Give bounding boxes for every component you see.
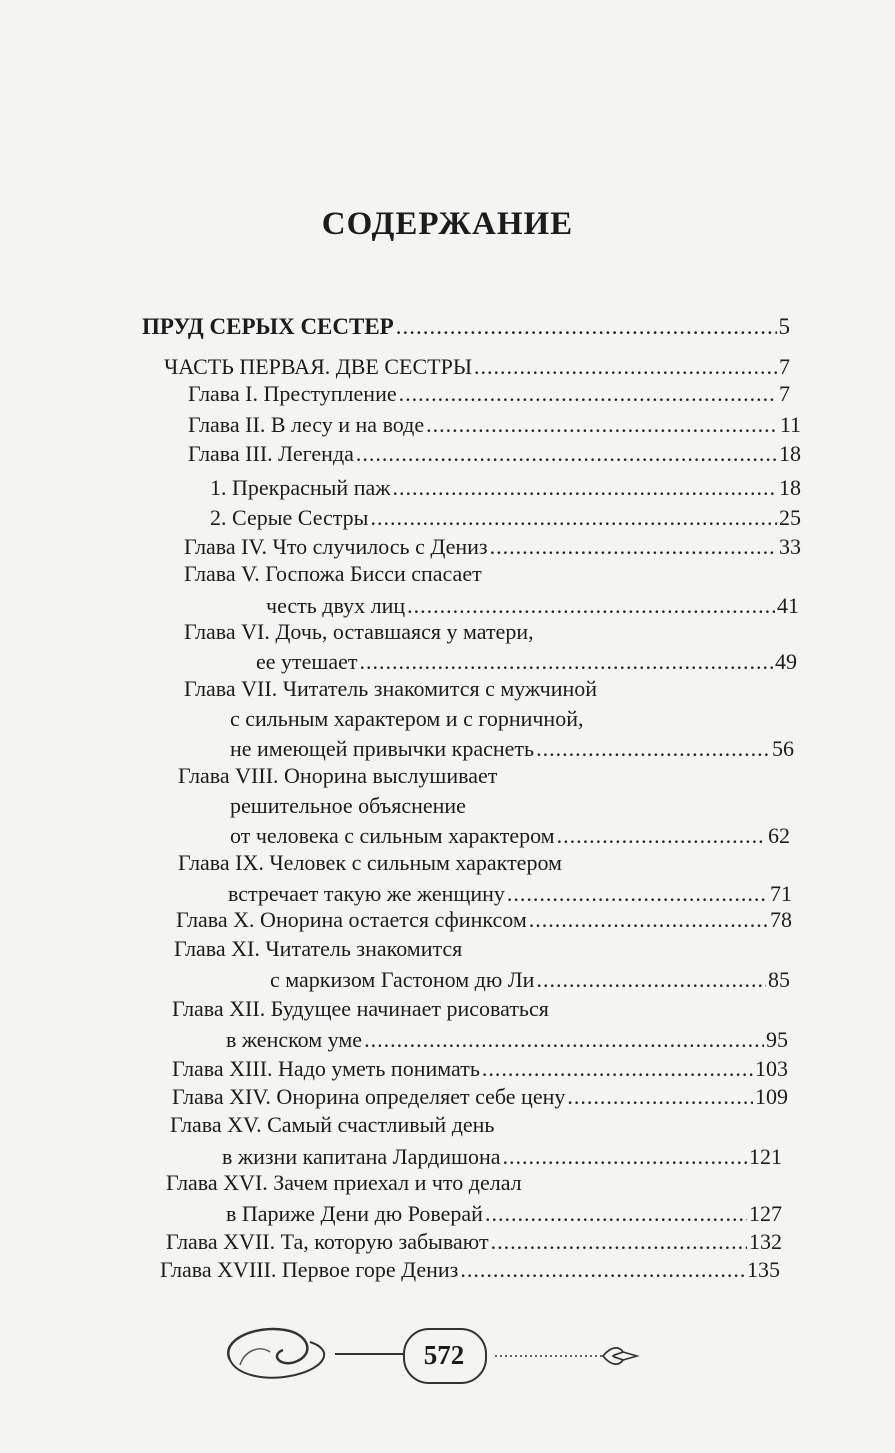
dot-leader: [460, 1256, 745, 1283]
toc-entry-first-line: Глава XII. Будущее начинает рисоваться: [172, 996, 549, 1021]
toc-entry-title: в Париже Дени дю Роверай: [226, 1201, 483, 1226]
dot-leader: [364, 1026, 764, 1053]
dot-leader: [399, 380, 777, 407]
toc-entry-page: 85: [768, 967, 790, 992]
toc-entry-second-line: с сильным характером и с горничной,: [230, 706, 584, 731]
toc-entry: [172, 1083, 788, 1110]
page-title: СОДЕРЖАНИЕ: [321, 206, 574, 242]
toc-entry-first-line: Глава XI. Читатель знакомится: [174, 936, 463, 961]
toc-entry-page: 41: [777, 593, 799, 618]
toc-entry-title: Глава XVIII. Первое горе Дениз: [160, 1257, 459, 1282]
toc-entry-title: в женском уме: [226, 1027, 363, 1052]
toc-entry: [184, 533, 801, 560]
toc-entry: [230, 822, 790, 849]
toc-entry-second-line: решительное объяснение: [230, 793, 466, 818]
toc-entry-page: 33: [779, 534, 801, 559]
toc-entry-page: 109: [755, 1084, 788, 1109]
toc-entry-first-line: Глава XV. Самый счастливый день: [170, 1112, 495, 1137]
dot-leader: [536, 966, 766, 993]
toc-entry: [160, 1256, 780, 1283]
dot-leader: [557, 822, 766, 849]
dot-leader: [370, 504, 777, 531]
toc-entry-title: Глава II. В лесу и на воде: [188, 412, 425, 437]
toc-entry-page: 18: [779, 475, 801, 500]
toc-entry-title: в жизни капитана Лардишона: [222, 1144, 501, 1169]
dot-leader: [485, 1200, 747, 1227]
toc-entry-title: встречает такую же женщину: [228, 881, 505, 906]
toc-entry: [172, 1055, 788, 1082]
toc-entry-page: 78: [770, 907, 792, 932]
dot-leader: [567, 1083, 753, 1110]
toc-entry: [164, 353, 790, 380]
toc-entry-page: 18: [779, 441, 801, 466]
toc-entry: [188, 411, 801, 438]
toc-entry-title: Глава X. Онорина остается сфинксом: [176, 907, 527, 932]
dot-leader: [507, 880, 768, 907]
toc-entry-title: Глава XIV. Онорина определяет себе цену: [172, 1084, 566, 1109]
toc-entry-page: 71: [770, 881, 792, 906]
dot-leader: [392, 474, 777, 501]
toc-entry: [166, 1228, 782, 1255]
toc-entry-page: 135: [747, 1257, 780, 1282]
toc-entry-title: честь двух лиц: [266, 593, 406, 618]
toc-entry-page: 11: [779, 412, 801, 437]
toc-entry: [228, 880, 792, 907]
toc-entry: [210, 504, 801, 531]
toc-entry: [222, 1143, 782, 1170]
dot-leader: [474, 353, 777, 380]
toc-entry: [270, 966, 790, 993]
toc-entry-title: ее утешает: [256, 649, 358, 674]
toc-entry-page: 5: [778, 314, 790, 339]
toc-entry-title: не имеющей привычки краснеть: [230, 736, 535, 761]
toc-entry-page: 62: [768, 823, 790, 848]
toc-entry-title: Глава III. Легенда: [188, 441, 354, 466]
toc-entry-first-line: Глава VI. Дочь, оставшаяся у матери,: [184, 619, 534, 644]
toc-entry-title: от человека с сильным характером: [230, 823, 555, 848]
toc-entry-first-line: Глава XVI. Зачем приехал и что делал: [166, 1170, 522, 1195]
toc-entry-first-line: Глава V. Госпожа Бисси спасает: [184, 561, 482, 586]
toc-entry: [266, 592, 799, 619]
toc-entry-page: 7: [779, 381, 790, 406]
toc-entry-title: с маркизом Гастоном дю Ли: [270, 967, 535, 992]
page-footer: [215, 1320, 655, 1400]
toc-entry: [230, 735, 794, 762]
dot-leader: [536, 735, 770, 762]
toc-entry: [142, 313, 790, 340]
toc-entry-title: ЧАСТЬ ПЕРВАЯ. ДВЕ СЕСТРЫ: [164, 354, 473, 379]
toc-entry-title: 2. Серые Сестры: [210, 505, 369, 530]
dot-leader: [491, 1228, 747, 1255]
toc-entry-page: 121: [749, 1144, 782, 1169]
dot-leader: [503, 1143, 747, 1170]
dot-leader: [360, 648, 774, 675]
toc-entry-page: 7: [779, 354, 790, 379]
toc-entry-page: 132: [749, 1229, 782, 1254]
toc-entry-title: Глава IV. Что случилось с Дениз: [184, 534, 488, 559]
dot-leader: [529, 906, 768, 933]
dot-leader: [490, 533, 777, 560]
toc-entry: [188, 440, 801, 467]
toc-entry-page: 95: [766, 1027, 788, 1052]
toc-entry: [210, 474, 801, 501]
toc-entry-page: 25: [779, 505, 801, 530]
toc-entry-first-line: Глава IX. Человек с сильным характером: [178, 850, 562, 875]
toc-entry-first-line: Глава VII. Читатель знакомится с мужчиной: [184, 676, 598, 701]
toc-entry-page: 127: [749, 1201, 782, 1226]
toc-entry-page: 56: [772, 736, 794, 761]
dot-leader: [426, 411, 778, 438]
ornament-arrow-icon: [495, 1342, 645, 1372]
toc-entry-title: ПРУД СЕРЫХ СЕСТЕР: [142, 314, 394, 339]
toc-entry-page: 103: [755, 1056, 788, 1081]
toc-entry: [256, 648, 797, 675]
page-number: 572: [423, 1340, 465, 1370]
toc-entry-title: Глава I. Преступление: [188, 381, 397, 406]
dot-leader: [407, 592, 775, 619]
toc-entry: [176, 906, 792, 933]
toc-entry-title: 1. Прекрасный паж: [210, 475, 391, 500]
toc-entry-title: Глава XIII. Надо уметь понимать: [172, 1056, 480, 1081]
ornament-swirl-icon: [215, 1320, 415, 1390]
dot-leader: [356, 440, 777, 467]
toc-entry-page: 49: [775, 649, 797, 674]
toc-entry: [226, 1026, 788, 1053]
dot-leader: [482, 1055, 753, 1082]
dot-leader: [396, 313, 777, 340]
toc-entry: [188, 380, 790, 407]
toc-entry-first-line: Глава VIII. Онорина выслушивает: [178, 763, 498, 788]
toc-entry-title: Глава XVII. Та, которую забывают: [166, 1229, 489, 1254]
toc-entry: [226, 1200, 782, 1227]
